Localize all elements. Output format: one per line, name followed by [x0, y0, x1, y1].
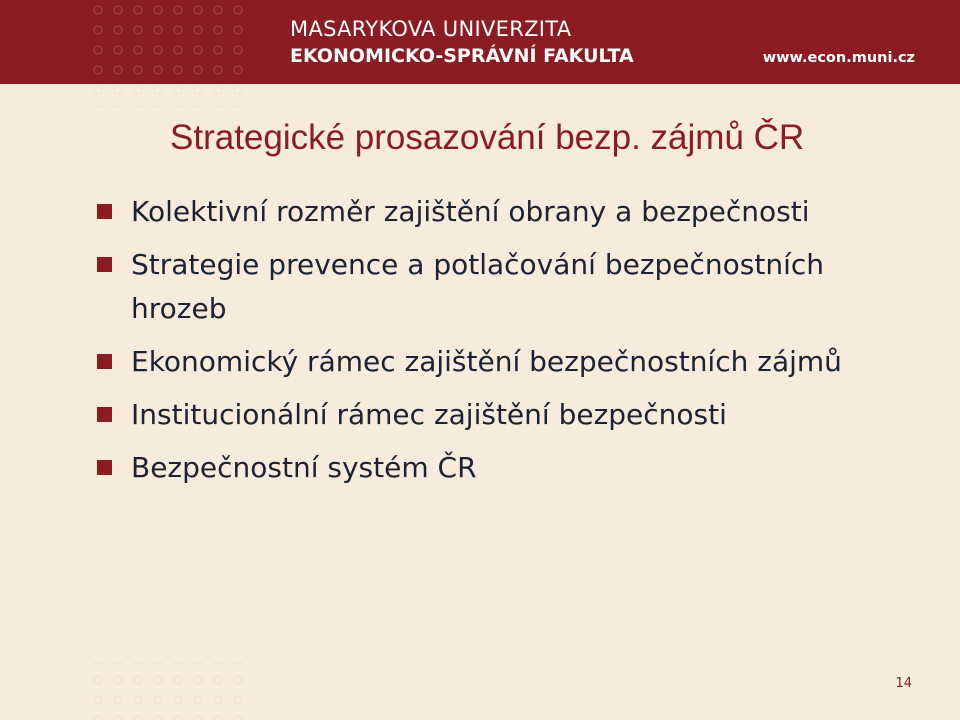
university-name: MASARYKOVA UNIVERZITA — [290, 17, 572, 41]
bullet-text: Strategie prevence a potlačování bezpečnostních hrozeb — [131, 248, 825, 325]
list-item — [97, 393, 917, 437]
website-url: www.econ.muni.cz — [762, 50, 915, 66]
bullet-list — [97, 190, 917, 499]
bullet-text: Kolektivní rozměr zajištění obrany a bezpečnosti — [131, 195, 810, 228]
square-bullet-icon — [97, 257, 112, 272]
list-item — [97, 446, 917, 490]
square-bullet-icon — [97, 460, 112, 475]
square-bullet-icon — [97, 407, 112, 422]
bullet-text: Institucionální rámec zajištění bezpečnosti — [131, 398, 727, 431]
bullet-text: Bezpečnostní systém ČR — [131, 451, 477, 484]
square-bullet-icon — [97, 204, 112, 219]
header-bar — [0, 0, 960, 84]
list-item — [97, 340, 917, 384]
faculty-name: EKONOMICKO-SPRÁVNÍ FAKULTA — [290, 45, 634, 67]
square-bullet-icon — [97, 354, 112, 369]
list-item — [97, 243, 917, 331]
list-item — [97, 190, 917, 234]
bullet-text: Ekonomický rámec zajištění bezpečnostních zájmů — [131, 345, 842, 378]
slide-title: Strategické prosazování bezp. zájmů ČR — [170, 118, 805, 157]
footer-dot-grid-pattern — [88, 662, 248, 720]
dot-grid-pattern-lower — [88, 84, 248, 108]
page-number: 14 — [895, 676, 912, 691]
